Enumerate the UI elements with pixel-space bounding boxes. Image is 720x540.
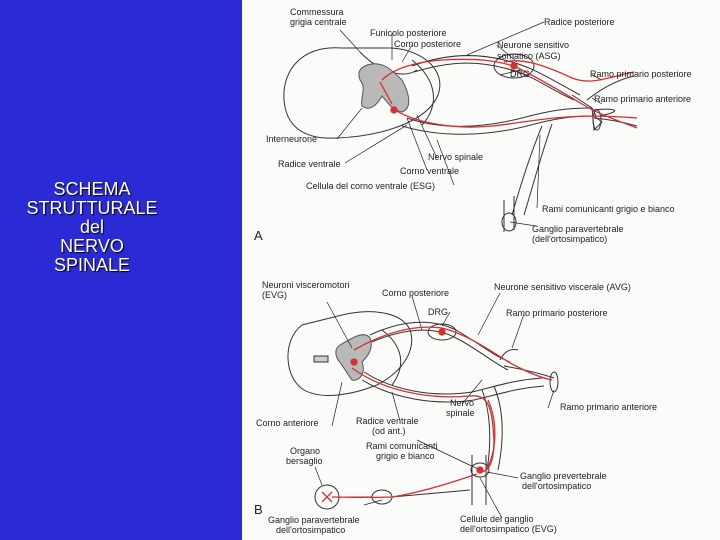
label-cellule-ganglio: Cellule del ganglio [460, 514, 534, 524]
slide-title [0, 180, 184, 275]
visceral-sensory-path-b [354, 327, 552, 380]
label-cellule-ganglio: dell'ortosimpatico (EVG) [460, 524, 557, 534]
label-ganglio-paravertebrale-b: dell'ortosimpatico [276, 525, 346, 535]
label-corno-anteriore: Corno anteriore [256, 418, 319, 428]
spinal-nerve-figure [242, 0, 720, 540]
postganglionic-fiber-b [339, 490, 470, 497]
label-ganglio-paravertebrale: (dell'ortosimpatico) [532, 234, 608, 244]
label-rami-comunicanti-b: grigio e bianco [376, 451, 435, 461]
label-radice-posteriore: Radice posteriore [544, 17, 615, 27]
label-neurone-sensitivo: somatico (ASG) [497, 51, 561, 61]
label-ramo-posteriore-b: Ramo primario posteriore [506, 308, 608, 318]
label-organo-bersaglio: bersaglio [286, 456, 323, 466]
spinal-cord-outline-a [284, 48, 440, 138]
diagram-svg [242, 0, 720, 540]
label-ganglio-prevertebrale: dell'ortosimpatico [522, 481, 592, 491]
title-line: SPINALE [53, 255, 131, 275]
central-canal-b [314, 356, 328, 362]
label-ganglio-prevertebrale: Ganglio prevertebrale [520, 471, 607, 481]
neuron-body-b [439, 329, 445, 335]
label-funicolo: Funicolo posteriore [370, 28, 447, 38]
label-organo-bersaglio: Organo [290, 446, 321, 456]
label-interneurone: Interneurone [266, 134, 318, 144]
label-corno-posteriore-b: Corno posteriore [382, 288, 450, 298]
organ-innervation-b [322, 492, 332, 502]
panel-letter-b: B [254, 502, 263, 517]
label-ramo-anteriore: Ramo primario anteriore [594, 94, 692, 104]
label-drg-b: DRG [428, 307, 448, 317]
title-line: STRUTTURALE [26, 198, 158, 218]
label-nervo-spinale: Nervo spinale [428, 152, 484, 162]
label-corno-ventrale: Corno ventrale [400, 166, 460, 176]
label-corno-posteriore: Corno posteriore [394, 39, 462, 49]
panel-letter-a: A [254, 228, 263, 243]
title-line: NERVO [60, 236, 124, 256]
label-cellula-corno: Cellula del corno ventrale (ESG) [306, 181, 436, 191]
label-radice-ventrale: Radice ventrale [278, 159, 341, 169]
title-panel [0, 0, 242, 540]
rami-communicantes-a [524, 124, 552, 215]
neuron-body-b [351, 359, 357, 365]
label-radice-ventrale-b: (od ant.) [372, 426, 406, 436]
postganglionic-path-b [332, 474, 477, 497]
label-nervo-spinale-b: Nervo [450, 398, 475, 408]
label-neuroni-visceromotori: Neuroni visceromotori [262, 280, 350, 290]
label-commissura: Commessura [290, 7, 344, 17]
sympathetic-chain-b [472, 455, 486, 505]
label-rami-comunicanti: Rami comunicanti grigio e bianco [542, 204, 675, 214]
label-ganglio-paravertebrale-b: Ganglio paravertebrale [268, 515, 360, 525]
label-radice-ventrale-b: Radice ventrale [356, 416, 419, 426]
title-line: SCHEMA [53, 179, 131, 199]
label-ganglio-paravertebrale: Ganglio paravertebrale [532, 224, 624, 234]
label-ramo-posteriore: Ramo primario posteriore [590, 69, 692, 79]
label-drg: DRG [510, 69, 530, 79]
neuron-body-b [477, 467, 483, 473]
leader-line [337, 22, 602, 226]
label-neurone-sensitivo: Neurone sensitivo [497, 40, 570, 50]
label-nervo-spinale-b: spinale [446, 408, 475, 418]
cord-inner-line-b [382, 330, 401, 385]
label-ramo-anteriore-b: Ramo primario anteriore [560, 402, 658, 412]
label-neuroni-visceromotori: (EVG) [262, 290, 288, 300]
label-commissura: grigia centrale [290, 17, 347, 27]
label-rami-comunicanti-b: Rami comunicanti [366, 441, 438, 451]
title-line: del [79, 217, 105, 237]
neuron-body-a [391, 107, 397, 113]
ramus-end-b [550, 372, 558, 392]
label-neurone-viscerale: Neurone sensitivo viscerale (AVG) [494, 282, 631, 292]
